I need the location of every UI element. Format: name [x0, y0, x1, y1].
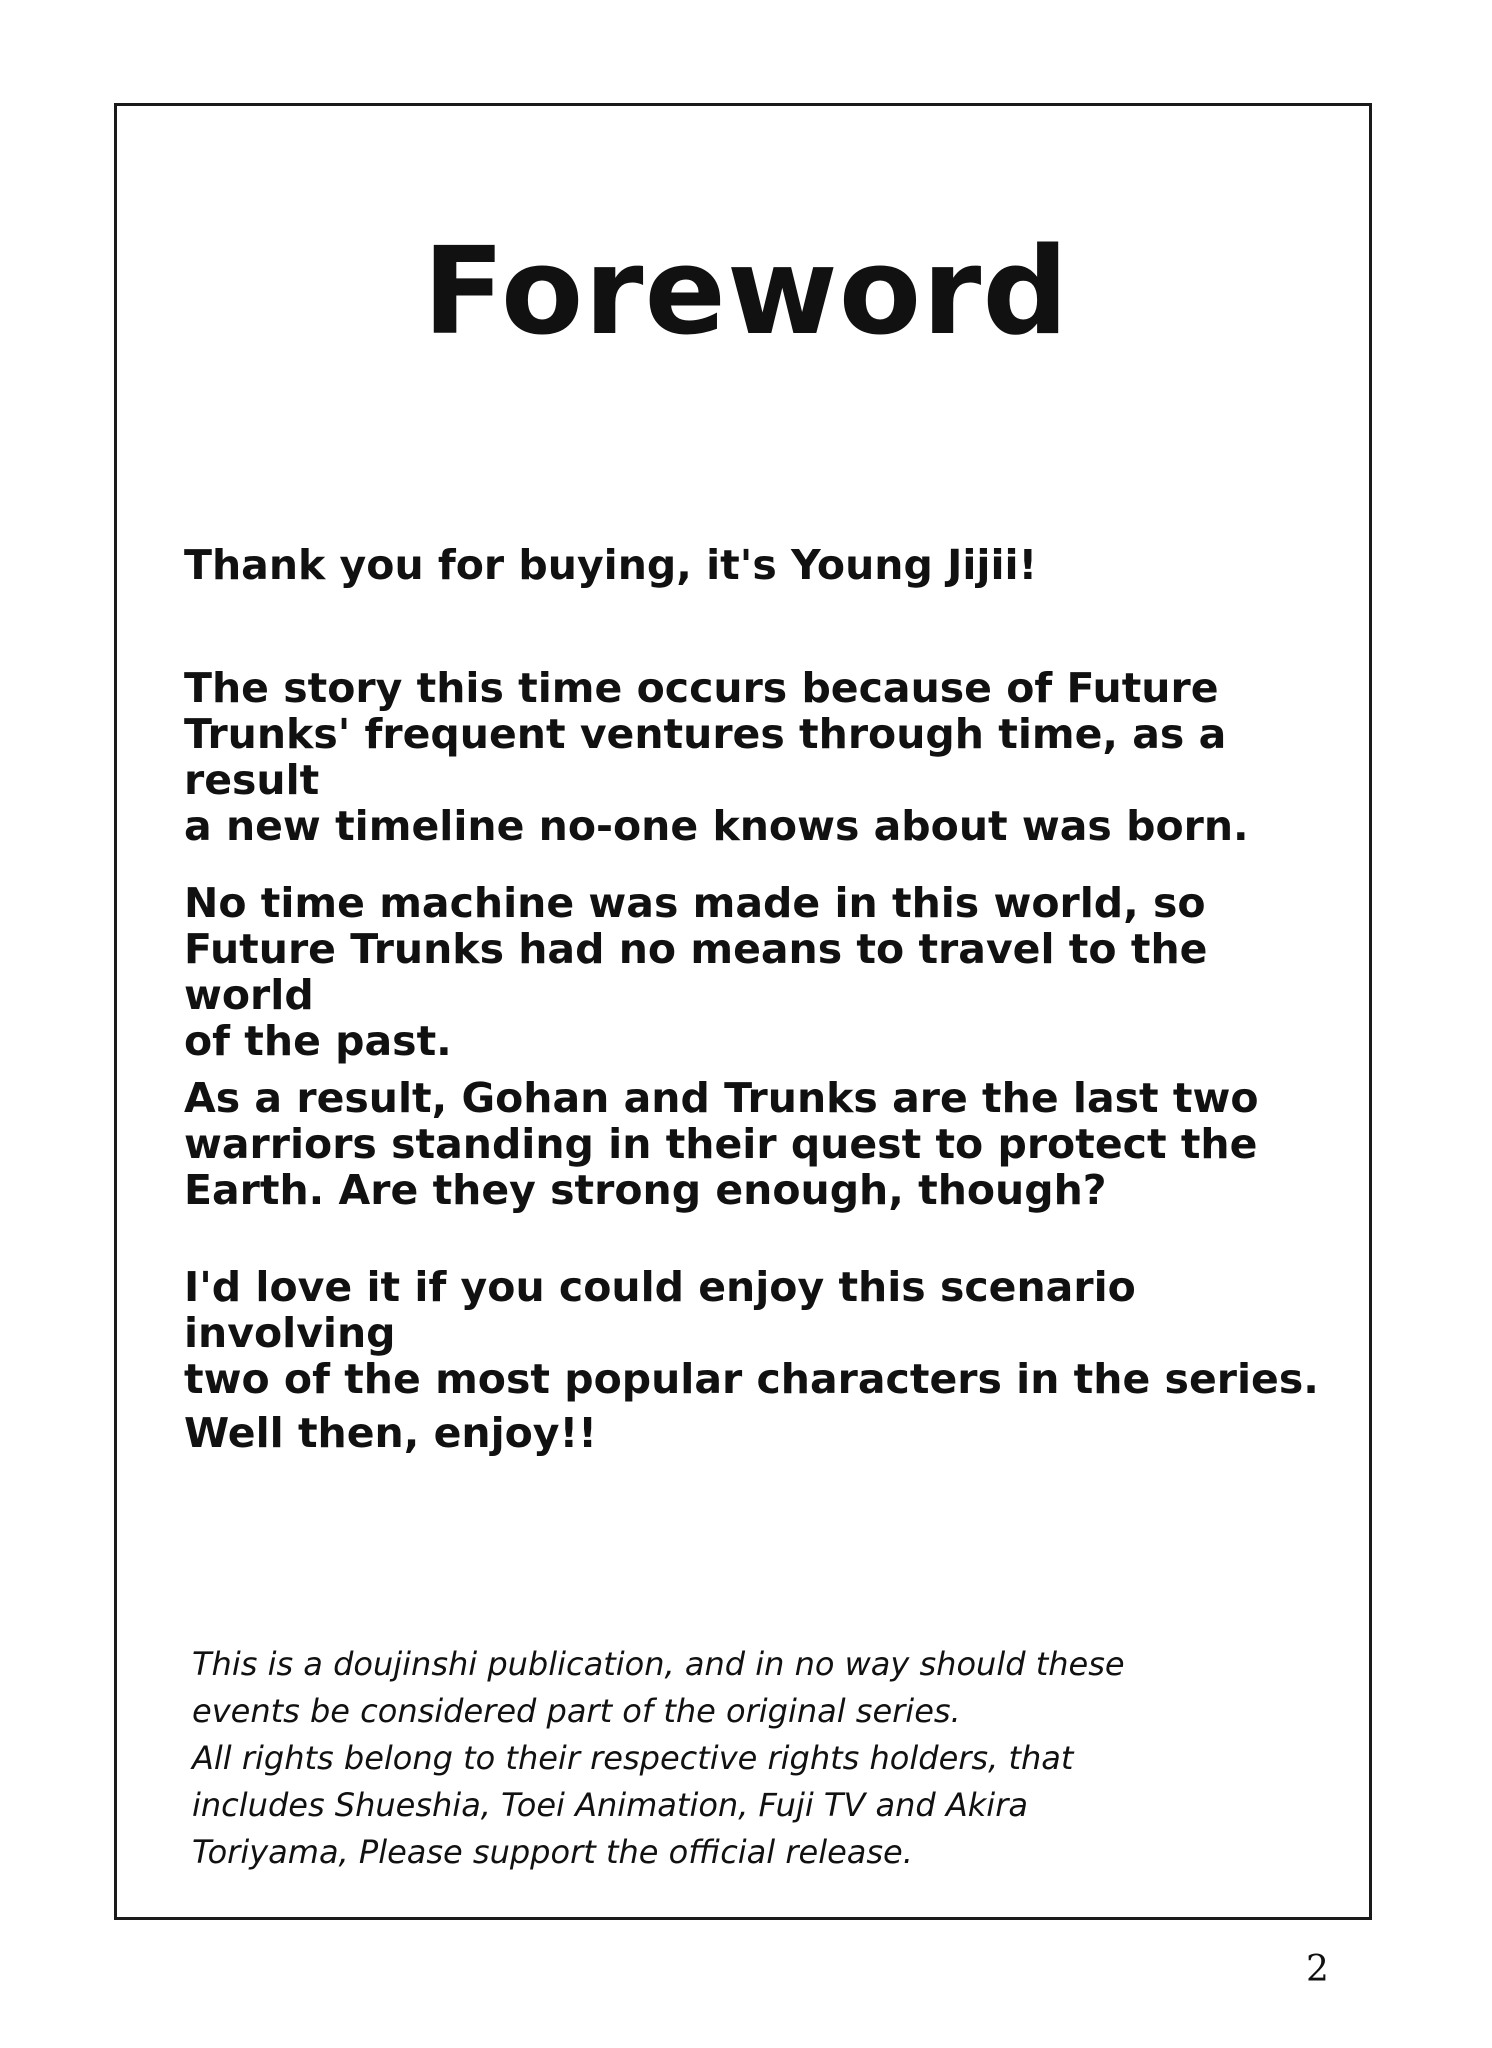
- paragraph-thanks: Thank you for buying, it's Young Jijii!: [184, 541, 1038, 589]
- page-number: 2: [1306, 1949, 1329, 1990]
- paragraph-story: The story this time occurs because of Future Trunks' frequent ventures through time, as a result a new timeline no-one knows about was born.: [184, 664, 1249, 850]
- paragraph-closing: Well then, enjoy!!: [184, 1409, 597, 1457]
- paragraph-last-warriors: As a result, Gohan and Trunks are the last two warriors standing in their quest to protect the Earth. Are they strong enough, though?: [184, 1074, 1259, 1214]
- page-title: Foreword: [422, 223, 1070, 362]
- paragraph-time-machine: No time machine was made in this world, so Future Trunks had no means to travel to the world of the past.: [184, 879, 1208, 1065]
- paragraph-enjoy-scenario: I'd love it if you could enjoy this scenario involving two of the most popular characters in the series.: [184, 1263, 1319, 1403]
- disclaimer-text: This is a doujinshi publication, and in no way should these events be considered part of the original series. All rights belong to their respective rights holders, that includes Shueshia, Toei Animation, Fuji TV and Akira Toriyama, Please support the official release.: [192, 1645, 1125, 1871]
